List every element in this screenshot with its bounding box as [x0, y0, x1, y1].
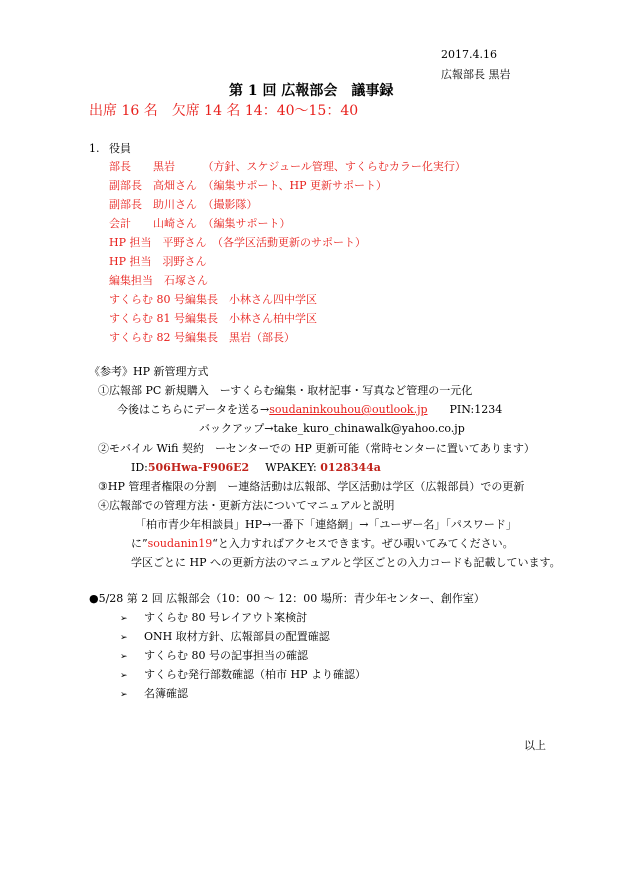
note2-suffix: “と入力すればアクセスできます。ぜひ覗いてみてください。	[212, 537, 514, 550]
arrow-bullet-icon: ➢	[120, 671, 128, 681]
reference-note-2	[131, 537, 514, 551]
reference-item-4: ④広報部での管理方法・更新方法についてマニュアルと説明	[98, 499, 395, 512]
arrow-bullet-icon: ➢	[120, 652, 128, 662]
agenda-item-text: ONH 取材方針、広報部員の配置確認	[144, 630, 330, 643]
agenda-item-text: すくらむ 80 号レイアウト案検討	[144, 611, 308, 624]
attendance-summary: 出席 16 名 欠席 14 名 14：40〜15：40	[89, 103, 359, 119]
role-item: HP 担当 平野さん （各学区活動更新のサポート）	[109, 236, 366, 249]
wpakey-value: 0128344a	[320, 461, 381, 474]
closing-mark: 以上	[524, 739, 546, 752]
reference-note-3: 学区ごとに HP への更新方法のマニュアルと学区ごとの入力コードも記載しています。	[131, 556, 561, 569]
note2-prefix: に”	[131, 537, 148, 550]
wpakey-label: WPAKEY:	[265, 461, 317, 474]
wifi-id-label: ID:	[131, 461, 148, 474]
section1-heading: 役員	[109, 142, 131, 155]
role-item: 会計 山崎さん （編集サポート）	[109, 217, 291, 230]
note2-password: soudanin19	[147, 537, 213, 550]
send-email-link[interactable]: soudaninkouhou@outlook.jp	[269, 403, 428, 416]
reference-item-2: ②モバイル Wifi 契約 ーセンターでの HP 更新可能（常時センターに置いてあります）	[98, 442, 535, 455]
agenda-item	[120, 611, 307, 626]
wifi-credentials	[131, 461, 381, 475]
reference-item-3: ③HP 管理者権限の分割 ー連絡活動は広報部、学区活動は学区（広報部員）での更新	[98, 480, 525, 493]
pin-code: PIN:1234	[449, 403, 503, 416]
reference-note-1: 「柏市青少年相談員」HP→一番下「連絡網」→「ユーザー名」「パスワード」	[135, 518, 517, 531]
arrow-bullet-icon: ➢	[120, 614, 128, 624]
role-item: 副部長 助川さん （撮影隊）	[109, 198, 258, 211]
role-item: HP 担当 羽野さん	[109, 255, 207, 268]
document-title: 第 1 回 広報部会 議事録	[229, 83, 394, 99]
agenda-item	[120, 687, 188, 702]
wifi-id-value: 506Hwa-F906E2	[147, 461, 250, 474]
agenda-item-text: 名簿確認	[144, 687, 188, 700]
agenda-item	[120, 649, 308, 664]
section1-number: 1.	[89, 142, 100, 155]
role-item: すくらむ 81 号編集長 小林さん柏中学区	[109, 312, 317, 325]
reference-heading: 《参考》HP 新管理方式	[89, 365, 209, 378]
agenda-item-text: すくらむ発行部数確認（柏市 HP より確認）	[144, 668, 366, 681]
reference-item-1: ①広報部 PC 新規購入 ーすくらむ編集・取材記事・写真など管理の一元化	[98, 384, 473, 397]
role-item: 副部長 高畑さん （編集サポート、HP 更新サポート）	[109, 179, 387, 192]
next-meeting-heading: ●5/28 第 2 回 広報部会（10：00 〜 12：00 場所：青少年センター、創作室）	[89, 592, 485, 605]
role-item: 部長 黒岩 （方針、スケジュール管理、すくらむカラー化実行）	[109, 160, 466, 173]
send-data-line	[117, 403, 502, 417]
agenda-item	[120, 630, 330, 645]
backup-line: バックアップ→take_kuro_chinawalk@yahoo.co.jp	[199, 422, 465, 435]
agenda-item-text: すくらむ 80 号の記事担当の確認	[144, 649, 308, 662]
document-author: 広報部長 黒岩	[441, 68, 511, 81]
send-data-label: 今後はこちらにデータを送る→	[117, 403, 270, 416]
arrow-bullet-icon: ➢	[120, 633, 128, 643]
agenda-item	[120, 668, 366, 683]
role-item: すくらむ 82 号編集長 黒岩（部長）	[109, 331, 295, 344]
role-item: 編集担当 石塚さん	[109, 274, 208, 287]
arrow-bullet-icon: ➢	[120, 690, 128, 700]
document-date: 2017.4.16	[441, 48, 497, 61]
role-item: すくらむ 80 号編集長 小林さん四中学区	[109, 293, 317, 306]
